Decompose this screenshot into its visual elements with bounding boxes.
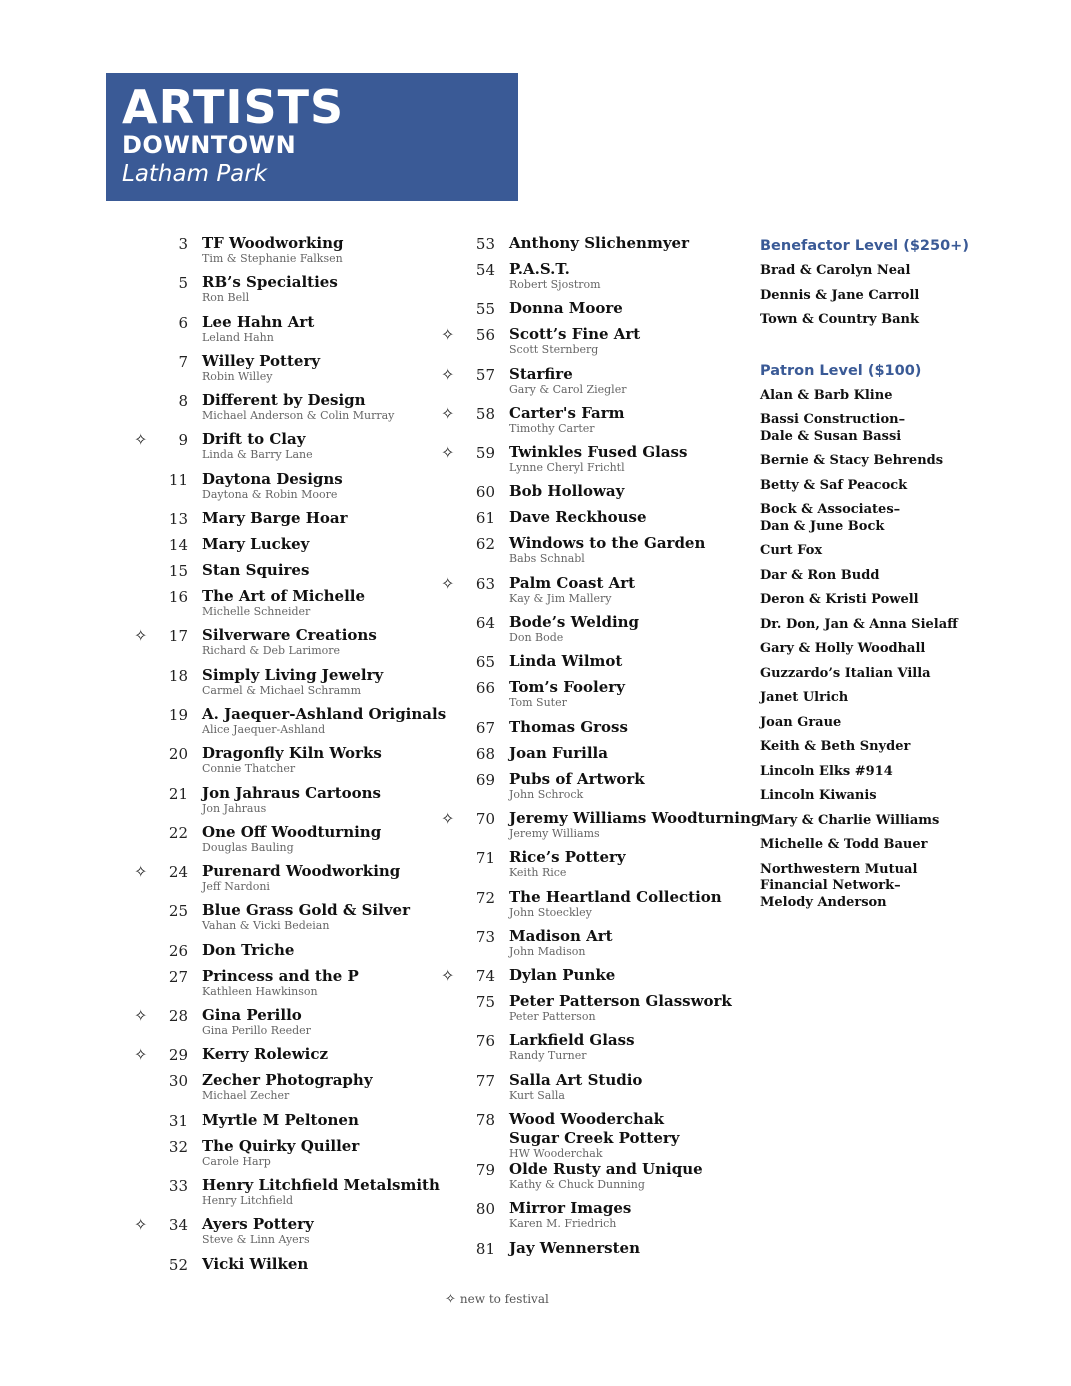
- sponsor-name: Curt Fox: [760, 543, 823, 558]
- artist-entry: [441, 652, 741, 678]
- booth-number: 14: [168, 536, 188, 555]
- artist-entry: [441, 234, 741, 260]
- sponsor-name: Northwestern Mutual Financial Network– Melody Anderson: [760, 861, 918, 910]
- artist-owner: Gina Perillo Reeder: [202, 1024, 311, 1038]
- artist-name: Dave Reckhouse: [509, 508, 647, 527]
- artist-owner: Jeremy Williams: [509, 826, 600, 840]
- sponsor-name: Lincoln Elks #914: [760, 763, 893, 779]
- artist-entry: [134, 744, 434, 783]
- artist-name: Mirror Images: [509, 1199, 632, 1218]
- artist-name: A. Jaequer-Ashland Originals: [202, 704, 447, 723]
- booth-number: 57: [475, 365, 495, 384]
- sponsor-name: Michelle & Todd Bauer: [760, 837, 928, 852]
- booth-number: 59: [475, 444, 495, 463]
- booth-number: 65: [475, 653, 495, 672]
- artist-entry: [134, 1137, 434, 1176]
- artist-owner: Babs Schnabl: [509, 552, 585, 566]
- booth-number: 9: [178, 431, 188, 450]
- artist-name: Simply Living Jewelry: [202, 665, 384, 684]
- artist-entry: [441, 534, 741, 573]
- booth-number: 32: [168, 1137, 188, 1156]
- artist-owner: Tom Suter: [509, 696, 567, 710]
- artist-name: Don Triche: [202, 940, 295, 959]
- artist-owner: Robert Sjostrom: [509, 278, 601, 291]
- booth-number: 55: [475, 300, 495, 319]
- artist-name: Wood Wooderchak: [509, 1110, 665, 1129]
- artist-name: Palm Coast Art: [509, 573, 636, 592]
- booth-number: 69: [475, 770, 495, 789]
- artist-entry: [441, 613, 741, 652]
- artist-entry: [441, 1239, 741, 1265]
- artist-name: Carter's Farm: [509, 403, 625, 422]
- sponsor-name: Dr. Don, Jan & Anna Sielaff: [760, 616, 958, 632]
- artist-entry: [441, 508, 741, 534]
- artist-owner: Tim & Stephanie Falksen: [202, 252, 343, 265]
- booth-number: 61: [475, 509, 495, 528]
- artist-name: Dylan Punke: [509, 966, 616, 985]
- new-star-icon: ✧: [134, 626, 148, 646]
- booth-number: 33: [168, 1176, 188, 1195]
- artist-name: Jay Wennersten: [509, 1238, 641, 1257]
- artist-name: Bode’s Welding: [509, 613, 640, 632]
- booth-number: 79: [475, 1161, 495, 1180]
- new-star-icon: ✧: [445, 1292, 456, 1307]
- booth-number: 18: [168, 666, 188, 685]
- booth-number: 60: [475, 483, 495, 502]
- artist-entry: [441, 678, 741, 717]
- booth-number: 71: [475, 849, 495, 868]
- patron-heading: Patron Level ($100): [760, 362, 922, 379]
- sponsor-name: Gary & Holly Woodhall: [760, 641, 926, 656]
- sponsor-name: Brad & Carolyn Neal: [760, 263, 911, 278]
- artist-entry: [134, 626, 434, 665]
- artist-entry: [134, 901, 434, 940]
- patron-list: [760, 388, 1010, 912]
- artist-owner: Jeff Nardoni: [202, 880, 270, 894]
- sponsor-name: Bock & Associates– Dan & June Bock: [760, 502, 901, 534]
- artist-entry: [134, 1111, 434, 1137]
- artist-owner: John Stoeckley: [509, 905, 592, 919]
- booth-number: 54: [475, 261, 495, 279]
- artist-entry: [441, 744, 741, 770]
- artist-owner: Connie Thatcher: [202, 762, 296, 776]
- new-star-icon: ✧: [441, 443, 455, 463]
- booth-number: 75: [475, 993, 495, 1012]
- artist-name: Starfire: [509, 364, 573, 383]
- artist-name: Larkfield Glass: [509, 1031, 635, 1050]
- artist-entry: [441, 992, 741, 1031]
- artist-list-column-2: [441, 234, 762, 1265]
- sponsor-name: Guzzardo’s Italian Villa: [760, 665, 931, 681]
- artist-name: Myrtle M Peltonen: [202, 1110, 359, 1129]
- artist-owner: Robin Willey: [202, 369, 273, 383]
- artist-entry: [134, 352, 434, 391]
- booth-number: 64: [475, 614, 495, 633]
- artist-name: Windows to the Garden: [509, 534, 706, 553]
- artist-entry: [441, 482, 741, 508]
- legend: [445, 1292, 549, 1307]
- artist-entry: [134, 587, 434, 626]
- new-star-icon: ✧: [134, 1006, 148, 1026]
- artist-entry: [441, 404, 741, 443]
- artist-name: The Art of Michelle: [202, 587, 366, 606]
- artist-entry: [441, 365, 741, 404]
- artist-entry: [134, 666, 434, 705]
- artist-name: Silverware Creations: [202, 626, 377, 645]
- booth-number: 53: [475, 235, 495, 253]
- artist-owner: Douglas Bauling: [202, 840, 294, 854]
- artist-owner: Ron Bell: [202, 291, 250, 305]
- artist-entry: [441, 325, 741, 364]
- artist-name: Rice’s Pottery: [509, 848, 626, 867]
- legend-text: new to festival: [459, 1292, 549, 1306]
- artist-entry: [441, 299, 741, 325]
- new-star-icon: ✧: [441, 364, 455, 384]
- artist-entry: [441, 966, 741, 992]
- artist-owner: Leland Hahn: [202, 330, 274, 344]
- artist-name: Scott’s Fine Art: [509, 325, 641, 344]
- artist-name: Ayers Pottery: [202, 1215, 314, 1234]
- new-star-icon: ✧: [441, 325, 455, 345]
- artist-entry: [134, 1175, 440, 1215]
- artist-name: Daytona Designs: [202, 469, 343, 488]
- artist-owner: Steve & Linn Ayers: [202, 1233, 310, 1247]
- artist-entry: [134, 967, 434, 1006]
- artist-name: Madison Art: [509, 926, 613, 945]
- artist-entry: [134, 1255, 434, 1281]
- artist-entry: [134, 1045, 434, 1071]
- sponsor-name: Dennis & Jane Carroll: [760, 287, 920, 303]
- artist-name: Mary Barge Hoar: [202, 509, 348, 528]
- artist-owner: Kurt Salla: [509, 1088, 565, 1102]
- artist-name: Pubs of Artwork: [509, 769, 645, 788]
- artist-owner: John Madison: [509, 944, 586, 958]
- booth-number: 28: [168, 1007, 188, 1026]
- artist-name: Willey Pottery: [202, 351, 321, 370]
- booth-number: 56: [475, 326, 495, 345]
- booth-number: 6: [178, 313, 188, 332]
- artist-owner: Vahan & Vicki Bedeian: [202, 919, 330, 933]
- sponsor-name: Town & Country Bank: [760, 312, 920, 327]
- artist-owner: Linda & Barry Lane: [202, 448, 313, 462]
- artist-name: Anthony Slichenmyer: [509, 234, 689, 252]
- booth-number: 5: [178, 274, 188, 293]
- sponsor-name: Keith & Beth Snyder: [760, 739, 911, 754]
- booth-number: 76: [475, 1032, 495, 1051]
- artist-entry: [134, 823, 434, 862]
- artist-entry: [441, 1199, 741, 1238]
- artist-name: Twinkles Fused Glass: [509, 443, 688, 462]
- artist-owner: Henry Litchfield: [202, 1193, 294, 1207]
- new-star-icon: ✧: [441, 573, 455, 593]
- artist-entry: [441, 1160, 741, 1199]
- artist-name: Princess and the P: [202, 966, 359, 985]
- artist-name: Olde Rusty and Unique: [509, 1160, 703, 1179]
- artist-name: Salla Art Studio: [509, 1070, 643, 1089]
- booth-number: 11: [168, 470, 188, 489]
- artist-entry: [134, 470, 434, 509]
- booth-number: 19: [168, 705, 188, 724]
- booth-number: 77: [475, 1071, 495, 1090]
- artist-owner: Michael Zecher: [202, 1089, 290, 1103]
- artist-owner: Kathleen Hawkinson: [202, 984, 318, 998]
- artist-name: Vicki Wilken: [202, 1254, 309, 1273]
- artist-name: Zecher Photography: [202, 1071, 373, 1090]
- booth-number: 8: [178, 392, 188, 411]
- artist-name: Blue Grass Gold & Silver: [202, 901, 410, 920]
- artist-entry: [441, 1110, 741, 1160]
- artist-entry: [134, 313, 434, 352]
- location-label: Latham Park: [122, 161, 268, 187]
- artist-owner: HW Wooderchak: [509, 1147, 603, 1161]
- artist-name: P.A.S.T.: [509, 260, 570, 278]
- sponsor-name: Bernie & Stacy Behrends: [760, 453, 944, 468]
- artist-owner: Kay & Jim Mallery: [509, 591, 612, 605]
- artist-entry: [441, 808, 762, 848]
- booth-number: 52: [168, 1255, 188, 1274]
- artist-entry: [441, 574, 741, 613]
- artist-name: Jeremy Williams Woodturning: [509, 808, 762, 827]
- artist-owner: Keith Rice: [509, 866, 567, 880]
- artist-owner: Scott Sternberg: [509, 343, 599, 357]
- booth-number: 80: [475, 1200, 495, 1219]
- artist-entry: [134, 234, 434, 273]
- artist-owner: Jon Jahraus: [202, 801, 267, 815]
- new-star-icon: ✧: [134, 862, 148, 882]
- artist-name: Purenard Woodworking: [202, 862, 401, 881]
- booth-number: 16: [168, 588, 188, 607]
- sponsor-name: Joan Graue: [760, 714, 842, 730]
- artist-name: Jon Jahraus Cartoons: [202, 783, 381, 802]
- artist-owner: Carole Harp: [202, 1154, 271, 1168]
- artist-entry: [441, 770, 741, 809]
- artist-name: Thomas Gross: [509, 717, 628, 736]
- artist-name: Lee Hahn Art: [202, 312, 315, 331]
- page-subtitle: DOWNTOWN: [122, 131, 297, 159]
- artist-name: Mary Luckey: [202, 535, 310, 554]
- artist-entry: [441, 443, 741, 482]
- artist-name: Henry Litchfield Metalsmith: [202, 1175, 440, 1194]
- booth-number: 63: [475, 574, 495, 593]
- booth-number: 7: [178, 352, 188, 371]
- artist-owner: Kathy & Chuck Dunning: [509, 1178, 645, 1192]
- artist-name: Dragonfly Kiln Works: [202, 744, 382, 763]
- sponsor-name: Mary & Charlie Williams: [760, 812, 940, 828]
- sponsor-name: Dar & Ron Budd: [760, 567, 880, 583]
- artist-name: Donna Moore: [509, 299, 623, 318]
- artist-owner: Daytona & Robin Moore: [202, 487, 338, 501]
- artist-entry: [134, 391, 434, 430]
- artist-owner: Alice Jaequer-Ashland: [202, 722, 326, 736]
- booth-number: 31: [168, 1111, 188, 1130]
- artist-name: Peter Patterson Glasswork: [509, 992, 732, 1011]
- artist-owner: Michelle Schneider: [202, 605, 311, 619]
- artist-entry: [134, 941, 434, 967]
- booth-number: 22: [168, 823, 188, 842]
- new-star-icon: ✧: [134, 430, 148, 450]
- artist-owner: Peter Patterson: [509, 1010, 596, 1024]
- booth-number: 58: [475, 404, 495, 423]
- artist-name: Gina Perillo: [202, 1006, 302, 1025]
- artist-entry: [134, 561, 434, 587]
- booth-number: 20: [168, 745, 188, 764]
- booth-number: 15: [168, 562, 188, 581]
- benefactor-list: [760, 263, 1010, 329]
- artist-name: RB’s Specialties: [202, 273, 338, 292]
- artist-entry: [134, 784, 434, 823]
- booth-number: 13: [168, 510, 188, 529]
- artist-owner: Michael Anderson & Colin Murray: [202, 409, 395, 423]
- booth-number: 81: [475, 1239, 495, 1258]
- booth-number: 27: [168, 967, 188, 986]
- booth-number: 66: [475, 679, 495, 698]
- booth-number: 67: [475, 718, 495, 737]
- artist-entry: [441, 1031, 741, 1070]
- booth-number: 72: [475, 888, 495, 907]
- booth-number: 68: [475, 744, 495, 763]
- artist-owner: Karen M. Friedrich: [509, 1217, 617, 1231]
- artist-entry: [134, 704, 447, 744]
- new-star-icon: ✧: [441, 808, 455, 828]
- artist-entry: [134, 273, 434, 312]
- artist-owner: Don Bode: [509, 631, 564, 645]
- artist-entry: [441, 260, 741, 299]
- artist-list-column-1: [134, 234, 447, 1281]
- artist-owner: John Schrock: [509, 787, 584, 801]
- artist-name: Different by Design: [202, 391, 366, 410]
- artist-name: The Heartland Collection: [509, 887, 722, 906]
- booth-number: 30: [168, 1072, 188, 1091]
- artist-name: Tom’s Foolery: [509, 678, 625, 697]
- artist-name: TF Woodworking: [202, 234, 344, 252]
- artist-owner: Timothy Carter: [509, 421, 595, 435]
- booth-number: 70: [475, 809, 495, 828]
- booth-number: 25: [168, 902, 188, 921]
- artist-entry: [441, 888, 741, 927]
- artist-entry: [441, 1071, 741, 1110]
- sponsor-name: Janet Ulrich: [760, 690, 849, 705]
- booth-number: 26: [168, 941, 188, 960]
- booth-number: 78: [475, 1111, 495, 1130]
- new-star-icon: ✧: [441, 966, 455, 986]
- sponsor-name: Alan & Barb Kline: [760, 387, 893, 403]
- booth-number: 73: [475, 927, 495, 946]
- artist-entry: [134, 509, 434, 535]
- booth-number: 29: [168, 1046, 188, 1065]
- artist-name: Drift to Clay: [202, 430, 306, 449]
- new-star-icon: ✧: [134, 1045, 148, 1065]
- artist-entry: [134, 1006, 434, 1045]
- sponsor-list: [760, 237, 1010, 919]
- sponsor-name: Bassi Construction– Dale & Susan Bassi: [760, 412, 906, 444]
- page-title: ARTISTS: [122, 80, 345, 134]
- artist-entry: [134, 535, 434, 561]
- artist-owner: Lynne Cheryl Frichtl: [509, 461, 625, 475]
- artist-name: Bob Holloway: [509, 482, 625, 501]
- page-header: [106, 73, 518, 201]
- booth-number: 21: [168, 784, 188, 803]
- artist-name: Joan Furilla: [509, 743, 608, 762]
- benefactor-heading: Benefactor Level ($250+): [760, 238, 969, 254]
- artist-name: One Off Woodturning: [202, 822, 382, 841]
- booth-number: 3: [178, 235, 188, 253]
- sponsor-name: Betty & Saf Peacock: [760, 477, 908, 493]
- artist-owner: Carmel & Michael Schramm: [202, 683, 362, 697]
- artist-name: Stan Squires: [202, 561, 310, 580]
- artist-name: The Quirky Quiller: [202, 1136, 360, 1155]
- booth-number: 17: [168, 627, 188, 646]
- artist-owner: Richard & Deb Larimore: [202, 644, 341, 658]
- artist-entry: [441, 718, 741, 744]
- artist-owner: Randy Turner: [509, 1049, 587, 1063]
- artist-name-secondary: Sugar Creek Pottery: [509, 1129, 680, 1148]
- artist-name: Kerry Rolewicz: [202, 1045, 328, 1064]
- artist-entry: [134, 430, 434, 469]
- artist-entry: [134, 862, 434, 901]
- sponsor-name: Deron & Kristi Powell: [760, 592, 919, 607]
- artist-owner: Gary & Carol Ziegler: [509, 382, 627, 396]
- artist-entry: [134, 1071, 434, 1110]
- sponsor-name: Lincoln Kiwanis: [760, 788, 877, 803]
- booth-number: 34: [168, 1216, 188, 1235]
- artist-entry: [134, 1215, 434, 1254]
- new-star-icon: ✧: [134, 1215, 148, 1235]
- artist-entry: [441, 927, 741, 966]
- artist-name: Linda Wilmot: [509, 652, 623, 671]
- new-star-icon: ✧: [441, 403, 455, 423]
- booth-number: 24: [168, 863, 188, 882]
- booth-number: 62: [475, 535, 495, 554]
- booth-number: 74: [475, 967, 495, 986]
- artist-entry: [441, 848, 741, 887]
